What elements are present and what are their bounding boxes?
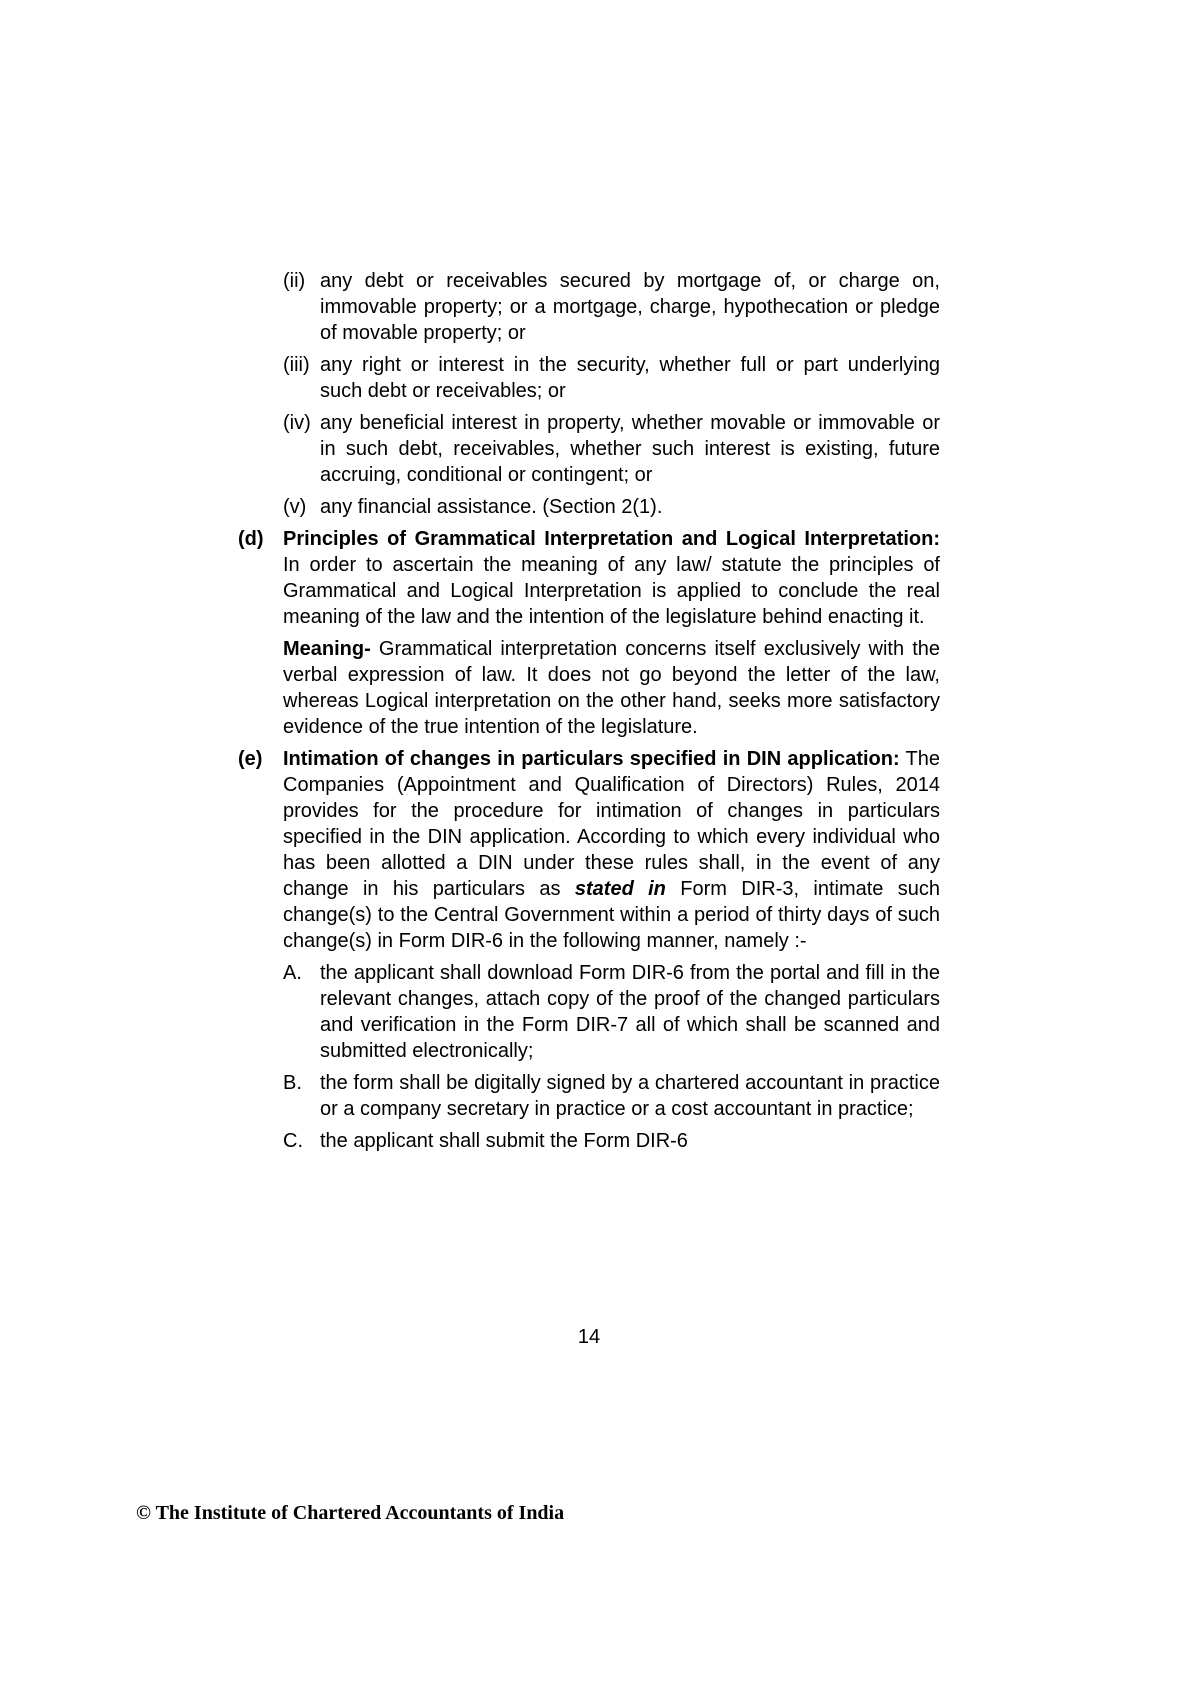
- list-item-text: any financial assistance. (Section 2(1).: [320, 496, 663, 518]
- list-item-ii: [283, 268, 940, 346]
- list-item-label: B.: [283, 1072, 302, 1094]
- list-item-v: [283, 494, 940, 520]
- section-label: (e): [238, 748, 263, 770]
- section-item-e: [238, 746, 940, 954]
- page-content: [238, 268, 940, 1160]
- list-item-text: the form shall be digitally signed by a chartered accountant in practice or a company secretary in practice or a cost accountant in practice;: [320, 1072, 940, 1120]
- copyright-footer: © The Institute of Chartered Accountants of India: [136, 1502, 565, 1524]
- meaning-text: Grammatical interpretation concerns itself exclusively with the verbal expression of law. It does not go beyond the letter of the law, whereas Logical interpretation on the other hand, seeks more satisfactory evidence of the true intention of the legislature.: [283, 638, 940, 738]
- list-item-label: A.: [283, 962, 302, 984]
- section-label: (d): [238, 528, 264, 550]
- list-item-text: any debt or receivables secured by mortgage of, or charge on, immovable property; or a mortgage, charge, hypothecation or pledge of movable property; or: [320, 270, 940, 344]
- section-body-text: Form DIR-3, intimate such change(s) to the Central Government within a period of thirty days of such change(s) in Form DIR-6 in the following manner, namely :-: [283, 878, 941, 952]
- list-item-label: (iii): [283, 354, 310, 376]
- list-item-b: [283, 1070, 940, 1122]
- list-item-text: any right or interest in the security, whether full or part underlying such debt or receivables; or: [320, 354, 940, 402]
- list-item-label: (ii): [283, 270, 306, 292]
- section-item-d: [238, 526, 940, 630]
- list-item-label: (v): [283, 496, 307, 518]
- list-item-label: (iv): [283, 412, 311, 434]
- emphasized-text: stated in: [574, 878, 666, 900]
- list-item-iii: [283, 352, 940, 404]
- section-text: [283, 526, 940, 630]
- section-body-text: The Companies (Appointment and Qualification of Directors) Rules, 2014 provides for the procedure for intimation of changes in particulars specified in the DIN application. According to which every individual who has been allotted a DIN under these rules shall, in the event of any change in his particulars as: [283, 748, 941, 900]
- section-body-text: In order to ascertain the meaning of any law/ statute the principles of Grammatical and Logical Interpretation is applied to conclude the real meaning of the law and the intention of the legislature behind enacting it.: [283, 554, 940, 628]
- list-item-text: the applicant shall download Form DIR-6 from the portal and fill in the relevant changes, attach copy of the proof of the changed particulars and verification in the Form DIR-7 all of which shall be scanned and submitted electronically;: [320, 962, 940, 1062]
- page-number: 14: [577, 1326, 601, 1348]
- list-item-label: C.: [283, 1130, 303, 1152]
- section-heading: Principles of Grammatical Interpretation and Logical Interpretation:: [283, 528, 940, 550]
- section-text: [283, 746, 940, 954]
- list-item-a: [283, 960, 940, 1064]
- list-item-iv: [283, 410, 940, 488]
- list-item-text: any beneficial interest in property, whether movable or immovable or in such debt, receivables, whether such interest is existing, future accruing, conditional or contingent; or: [320, 412, 940, 486]
- list-item-text: the applicant shall submit the Form DIR-6: [320, 1130, 688, 1152]
- meaning-label: Meaning-: [283, 638, 371, 660]
- meaning-paragraph: [283, 636, 940, 740]
- section-heading: Intimation of changes in particulars specified in DIN application:: [283, 748, 900, 770]
- list-item-c: [283, 1128, 940, 1154]
